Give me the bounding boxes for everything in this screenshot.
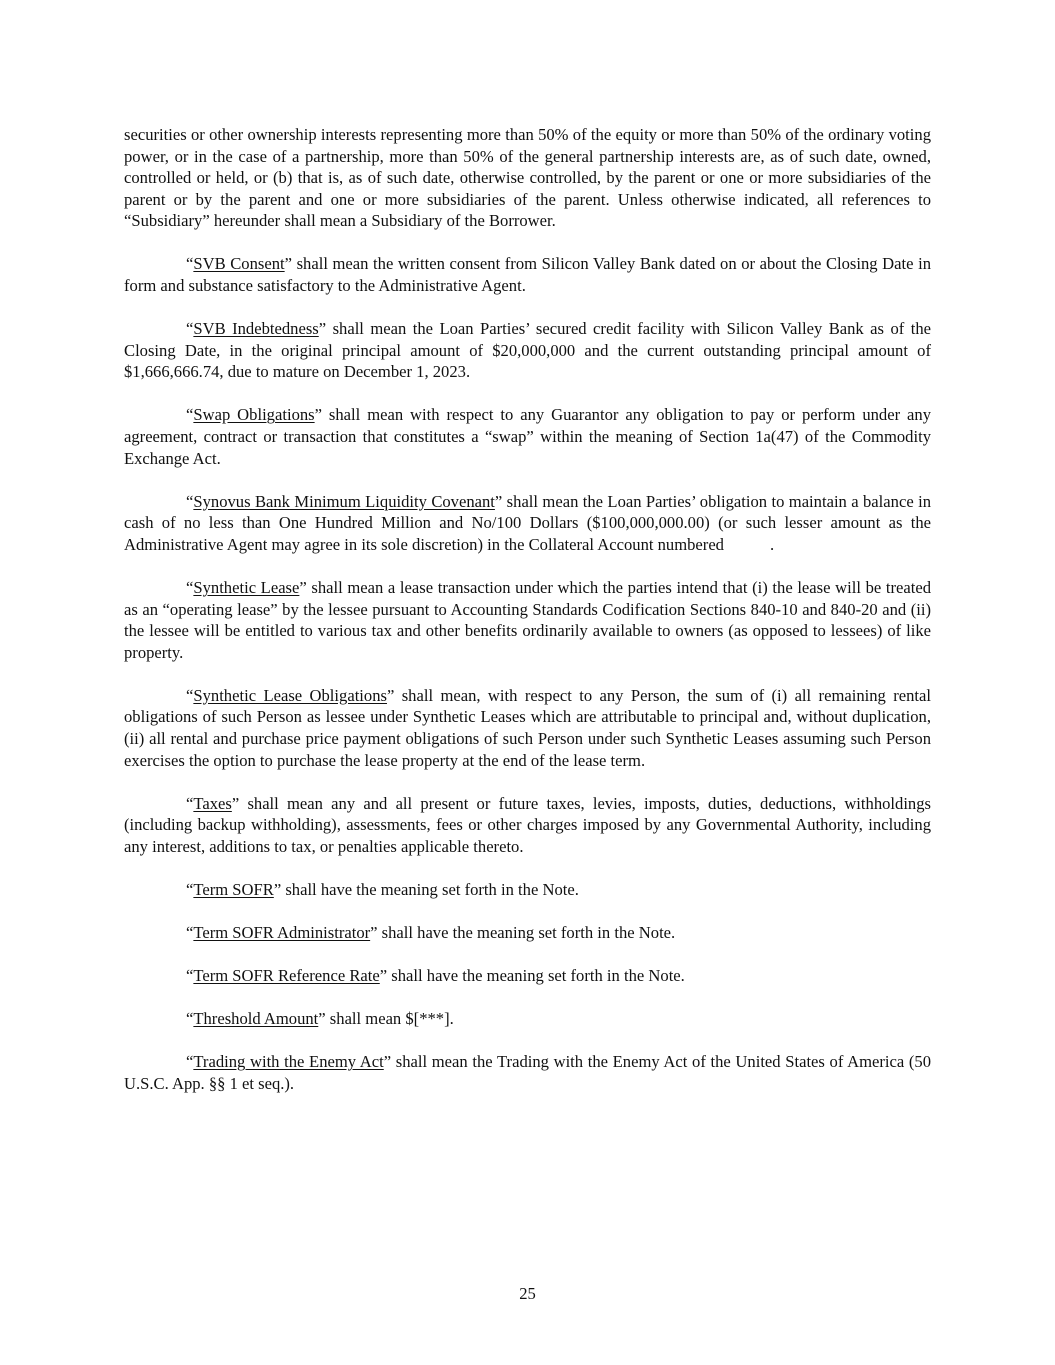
defined-term: Term SOFR — [193, 880, 274, 900]
open-quote: “ — [186, 1009, 194, 1029]
defined-term: SVB Consent — [193, 254, 285, 274]
definition-text: ” shall mean the Loan Parties’ secured credit facility with Silicon Valley Bank as of the Closing Date, in the original principal amount of $20,000,000 and the current outstanding principal amount of $1,666,666.74, due to mature on December 1, 2023. — [124, 319, 932, 382]
definition-synthetic-lease — [124, 577, 931, 663]
definition-term-sofr-reference-rate — [124, 965, 931, 987]
open-quote: “ — [186, 685, 194, 705]
defined-term: Trading with the Enemy Act — [193, 1052, 384, 1072]
definition-synovus-liquidity-covenant — [124, 491, 931, 556]
open-quote: “ — [186, 966, 194, 986]
defined-term: Synthetic Lease — [193, 578, 300, 597]
open-quote: “ — [186, 405, 194, 425]
definition-swap-obligations — [124, 404, 931, 469]
definition-synthetic-lease-obligations — [124, 685, 931, 771]
open-quote: “ — [186, 254, 194, 274]
defined-term: Synovus Bank Minimum Liquidity Covenant — [193, 491, 495, 511]
opening-paragraph: securities or other ownership interests representing more than 50% of the equity or more than 50% of the ordinary voting power, or in the case of a partnership, more than 50% of the general partnership interests are, as of such date, owned, controlled or held, or (b) that is, as of such date, otherwise controlled, by the parent or one or more subsidiaries of the parent or by the parent and one or more subsidiaries of the parent. Unless otherwise indicated, all references to “Subsidiary” hereunder shall mean a Subsidiary of the Borrower. — [124, 125, 931, 231]
defined-term: Threshold Amount — [193, 1009, 319, 1029]
definition-svb-consent — [124, 253, 931, 296]
definition-term-sofr — [124, 879, 931, 901]
defined-term: Swap Obligations — [193, 405, 315, 425]
defined-term: Term SOFR Reference Rate — [193, 966, 380, 986]
definition-svb-indebtedness — [124, 318, 931, 383]
definition-tail: . — [769, 534, 775, 554]
defined-term: Taxes — [193, 793, 232, 813]
definition-text: ” shall mean the written consent from Silicon Valley Bank dated on or about the Closing Date in form and substance satisfactory to the Administrative Agent. — [124, 254, 931, 296]
definition-threshold-amount — [124, 1008, 931, 1030]
defined-term: SVB Indebtedness — [193, 319, 319, 339]
definition-text: ” shall have the meaning set forth in the Note. — [370, 923, 676, 943]
definition-term-sofr-administrator — [124, 922, 931, 944]
definition-trading-with-enemy-act — [124, 1051, 931, 1094]
definition-text: ” shall mean a lease transaction under which the parties intend that (i) the lease will be treated as an “operating lease” by the lessee pursuant to Accounting Standards Codification Sections 840-10 and 840-20 and (ii) the lessee will be entitled to various tax and other benefits ordinarily available to owners (as opposed to lessees) of like property. — [124, 578, 931, 662]
open-quote: “ — [186, 491, 194, 511]
definition-text: ” shall mean the Trading with the Enemy Act of the United States of America (50 U.S.C. App. §§ 1 et seq.). — [124, 1052, 931, 1093]
open-quote: “ — [186, 1052, 194, 1072]
open-quote: “ — [186, 880, 194, 900]
definition-text: ” shall mean $[***]. — [318, 1009, 454, 1029]
defined-term: Synthetic Lease Obligations — [193, 685, 387, 705]
open-quote: “ — [186, 578, 194, 597]
definition-text: ” shall mean any and all present or future taxes, levies, imposts, duties, deductions, withholdings (including backup withholding), assessments, fees or other charges imposed by any Governmental Authority, including any interest, additions to tax, or penalties applicable thereto. — [124, 793, 931, 856]
definition-text: ” shall have the meaning set forth in the Note. — [273, 880, 579, 900]
document-page — [124, 124, 931, 1116]
definition-text: ” shall mean the Loan Parties’ obligation to maintain a balance in cash of no less than One Hundred Million and No/100 Dollars ($100,000,000.00) (or such lesser amount as the Administrative Agent may agree in its sole discretion) in the Collateral Account numbered — [124, 491, 931, 554]
defined-term: Term SOFR Administrator — [193, 923, 371, 943]
definition-taxes — [124, 793, 931, 858]
definition-text: ” shall mean with respect to any Guarantor any obligation to pay or perform under any agreement, contract or transaction that constitutes a “swap” within the meaning of Section 1a(47) of the Commodity Exchange Act. — [124, 405, 931, 468]
open-quote: “ — [186, 923, 194, 943]
page-number: 25 — [519, 1284, 536, 1303]
definition-text: ” shall have the meaning set forth in the Note. — [379, 966, 685, 986]
open-quote: “ — [186, 793, 194, 813]
open-quote: “ — [186, 319, 194, 339]
definition-text: ” shall mean, with respect to any Person, the sum of (i) all remaining rental obligations of such Person as lessee under Synthetic Leases which are attributable to principal and, without duplication, (ii) all rental and purchase price payment obligations of such Person under such Synthetic Leases assuming such Person exercises the option to purchase the lease property at the end of the lease term. — [124, 685, 931, 770]
